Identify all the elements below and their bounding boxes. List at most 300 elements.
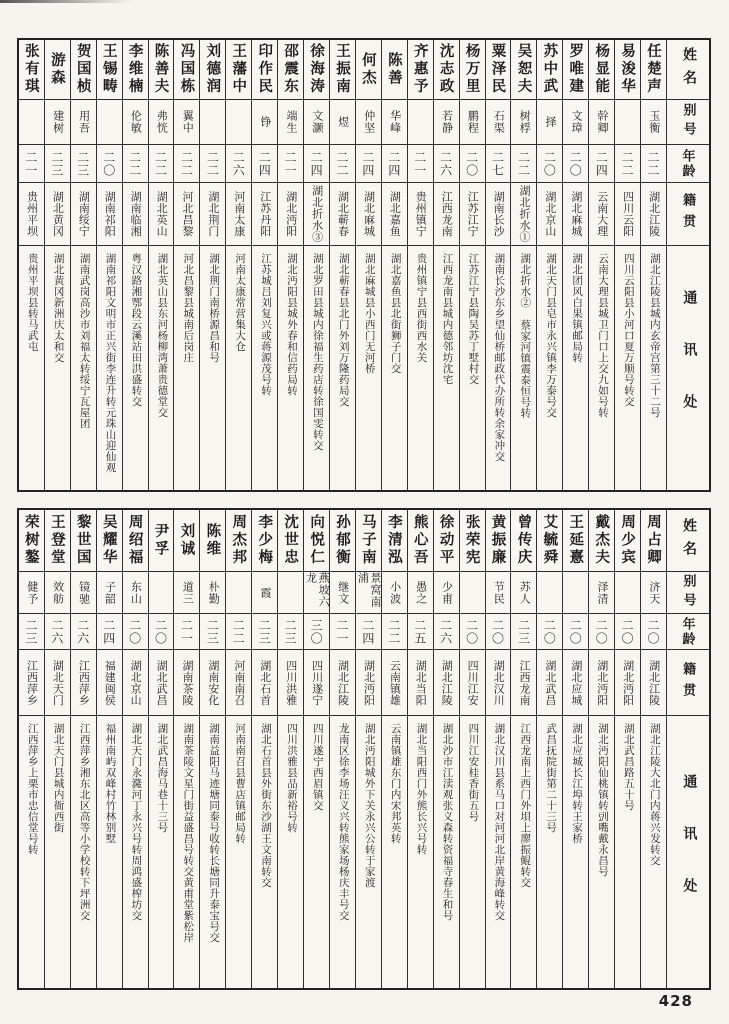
person-name: 贺国桢 xyxy=(71,40,96,100)
person-name: 张荣宪 xyxy=(460,510,485,572)
person-age: 二一 xyxy=(278,145,303,183)
person-alias xyxy=(97,100,122,145)
person-column xyxy=(199,40,225,490)
person-column xyxy=(407,510,433,988)
person-name: 沈志政 xyxy=(434,40,459,100)
person-alias: 煜 xyxy=(330,100,355,145)
header-name: 姓名 xyxy=(667,510,709,572)
person-alias: 霞 xyxy=(252,572,277,614)
person-address: 江西萍乡上栗市忠信堂号转 xyxy=(26,723,38,855)
person-origin: 四川云阳 xyxy=(615,183,640,246)
person-alias: 建树 xyxy=(45,100,70,145)
person-alias: 节民 xyxy=(486,572,511,614)
person-address: 河南南召县曹店镇邮局转 xyxy=(234,723,246,844)
person-address: 江苏城吕刘复兴或蒋源茂号转 xyxy=(260,253,272,396)
person-age: 二六 xyxy=(45,614,70,650)
person-age: 二四 xyxy=(97,614,122,650)
person-address: 云南大理县城卫门口上交九如号转 xyxy=(597,253,608,418)
person-column xyxy=(381,40,407,490)
person-address: 江西龙南上西门外垻上廖振鲲转交 xyxy=(519,723,531,888)
person-column xyxy=(355,40,381,490)
person-column xyxy=(562,40,588,490)
person-alias xyxy=(278,572,303,614)
person-name: 陈善夫 xyxy=(149,40,174,100)
person-age: 二五 xyxy=(408,614,433,650)
person-origin: 湖北沔阳 xyxy=(615,650,640,716)
person-name: 张有琪 xyxy=(19,40,44,100)
person-origin: 贵州平坝 xyxy=(19,183,44,246)
person-address: 河南太康常营集大仓 xyxy=(234,253,246,352)
person-alias: 子韶 xyxy=(97,572,122,614)
person-alias: 文灏 xyxy=(304,100,329,145)
person-origin: 江西龙南 xyxy=(511,650,536,716)
header-origin: 籍贯 xyxy=(667,650,709,716)
person-origin: 四川洪雅 xyxy=(278,650,303,716)
person-age: 二二 xyxy=(382,614,407,650)
person-age: 二〇 xyxy=(537,614,562,650)
person-address: 湖北天门县皂市永兴镇李万泰号交 xyxy=(545,253,557,418)
person-origin: 福建闽侯 xyxy=(97,650,122,716)
header-column xyxy=(666,510,709,988)
person-origin: 湖南长沙 xyxy=(486,183,511,246)
person-column xyxy=(44,510,70,988)
person-name: 任楚声 xyxy=(641,40,666,100)
person-column xyxy=(277,510,303,988)
person-age: 二四 xyxy=(356,145,381,183)
person-age: 二〇 xyxy=(123,614,148,650)
person-name: 粟泽民 xyxy=(486,40,511,100)
person-column xyxy=(510,40,536,490)
person-address: 河北昌黎县城南后岗庄 xyxy=(182,253,194,363)
person-name: 徐动平 xyxy=(434,510,459,572)
person-column xyxy=(70,510,96,988)
person-address: 湖南益阳马迹塘同泰号收转长塘同升泰宝号交 xyxy=(208,723,220,943)
person-name: 王锡畴 xyxy=(97,40,122,100)
person-column xyxy=(433,40,459,490)
person-alias: 朴勤 xyxy=(200,572,225,614)
person-age: 二一 xyxy=(174,614,199,650)
person-name: 刘德润 xyxy=(200,40,225,100)
person-origin: 湖南绥宁 xyxy=(71,183,96,246)
person-origin: 江苏江宁 xyxy=(460,183,485,246)
person-column xyxy=(122,510,148,988)
person-origin: 河南太康 xyxy=(226,183,251,246)
person-column xyxy=(614,510,640,988)
person-origin: 湖北武昌 xyxy=(537,650,562,716)
person-alias: 端生 xyxy=(278,100,303,145)
person-name: 王延憙 xyxy=(563,510,588,572)
person-age: 二三 xyxy=(252,614,277,650)
person-name: 荣树鏊 xyxy=(19,510,44,572)
person-name: 邵震东 xyxy=(278,40,303,100)
person-age: 二四 xyxy=(382,145,407,183)
person-age: 二二 xyxy=(226,614,251,650)
person-alias: 华峰 xyxy=(382,100,407,145)
person-column xyxy=(70,40,96,490)
person-column xyxy=(485,510,511,988)
person-column xyxy=(588,40,614,490)
person-name: 周绍福 xyxy=(123,510,148,572)
person-address: 湖北天门县城内衙西街 xyxy=(52,723,64,833)
person-column xyxy=(640,40,666,490)
person-address: 贵州镇宁县西街西水关 xyxy=(415,253,427,363)
person-alias: 石渠 xyxy=(486,100,511,145)
person-column xyxy=(173,40,199,490)
header-alias: 别号 xyxy=(667,572,709,614)
person-origin: 湖北京山 xyxy=(537,183,562,246)
person-address: 湖北汉川县系马口对河河北岸黄海峰转交 xyxy=(493,723,505,921)
person-age: 二二 xyxy=(149,145,174,183)
person-address: 四川云阳县小河口夏万顺号转交 xyxy=(622,253,634,407)
person-alias: 东山 xyxy=(123,572,148,614)
header-address: 通讯处 xyxy=(681,290,697,446)
person-origin: 湖北武昌 xyxy=(149,650,174,716)
person-age: 二〇 xyxy=(537,145,562,183)
person-column xyxy=(303,40,329,490)
person-address: 湖北武昌海马巷十三号 xyxy=(156,723,168,833)
person-name: 徐海涛 xyxy=(304,40,329,100)
person-address: 龙南区徐李场汪义兴转熊家场杨庆丰号交 xyxy=(337,723,349,921)
person-origin: 湖南茶陵 xyxy=(174,650,199,716)
person-name: 冯国栋 xyxy=(174,40,199,100)
person-alias: 弗恍 xyxy=(149,100,174,145)
person-name: 刘诚 xyxy=(174,510,199,572)
person-name: 李清泓 xyxy=(382,510,407,572)
person-origin: 江苏丹阳 xyxy=(252,183,277,246)
person-alias: 道三 xyxy=(174,572,199,614)
person-name: 马子南 xyxy=(356,510,381,572)
person-name: 黎世国 xyxy=(71,510,96,572)
person-alias: 济天 xyxy=(641,572,666,614)
person-age: 二二 xyxy=(174,145,199,183)
person-alias: 少甫 xyxy=(434,572,459,614)
person-origin: 湖北折水① xyxy=(511,183,536,246)
person-name: 杨万里 xyxy=(460,40,485,100)
person-column xyxy=(614,40,640,490)
person-name: 苏中武 xyxy=(537,40,562,100)
person-age: 二三 xyxy=(511,614,536,650)
person-origin: 河南南召 xyxy=(226,650,251,716)
person-alias: 燕坡六龙 xyxy=(304,572,329,614)
person-address: 湖南长沙东乡望仙桥邮政代办所转余家冲交 xyxy=(493,253,505,462)
person-age: 二〇 xyxy=(460,145,485,183)
person-alias: 景窝南浦 xyxy=(356,572,381,614)
person-name: 印作民 xyxy=(252,40,277,100)
person-address: 湖北江陵大北门内蒋兴发转交 xyxy=(648,723,660,866)
person-origin: 云南镇雄 xyxy=(382,650,407,716)
person-column xyxy=(485,40,511,490)
person-origin: 河北昌黎 xyxy=(174,183,199,246)
person-address: 湖北荆门南桥源昌和号 xyxy=(208,253,220,363)
person-address: 湖北沙市江渎观张义森转资福寺春生和号 xyxy=(441,723,453,921)
person-origin: 湖北英山 xyxy=(149,183,174,246)
person-alias xyxy=(200,100,225,145)
person-name: 曾传庆 xyxy=(511,510,536,572)
person-age: 二〇 xyxy=(563,145,588,183)
person-origin: 江西龙南 xyxy=(434,183,459,246)
person-address: 湖南武岗高沙市刘福太转绥宁瓦屋团 xyxy=(78,253,90,429)
person-address: 湖北英山县东河杨柳湾萧贵德堂交 xyxy=(156,253,168,418)
person-age: 二三 xyxy=(19,614,44,650)
person-alias xyxy=(563,572,588,614)
person-age: 二〇 xyxy=(149,614,174,650)
person-origin: 湖北黄冈 xyxy=(45,183,70,246)
person-column xyxy=(459,40,485,490)
person-alias xyxy=(615,100,640,145)
person-age: 二四 xyxy=(356,614,381,650)
person-age: 二四 xyxy=(252,145,277,183)
person-alias: 翼中 xyxy=(174,100,199,145)
scan-artifact xyxy=(0,0,729,3)
person-alias xyxy=(226,100,251,145)
person-column xyxy=(96,40,122,490)
person-age: 二六 xyxy=(71,614,96,650)
person-alias: 伦敏 xyxy=(123,100,148,145)
person-column xyxy=(225,40,251,490)
person-column xyxy=(225,510,251,988)
person-origin: 湖北蕲春 xyxy=(330,183,355,246)
person-origin: 贵州镇宁 xyxy=(408,183,433,246)
person-origin: 江西萍乡 xyxy=(71,650,96,716)
person-origin: 湖北折水③ xyxy=(304,183,329,246)
person-name: 周少宾 xyxy=(615,510,640,572)
person-alias: 鹏程 xyxy=(460,100,485,145)
person-address: 湖南祁阳文明市正兴街李连升转元珠山迎仙观 xyxy=(104,253,116,473)
person-origin: 湖北江陵 xyxy=(434,650,459,716)
page-number: 428 xyxy=(658,992,693,1010)
person-address: 湖北黄冈新洲庆太和交 xyxy=(52,253,64,363)
person-age: 二三 xyxy=(45,145,70,183)
person-column xyxy=(459,510,485,988)
person-origin: 湖北应城 xyxy=(563,650,588,716)
person-age: 二二 xyxy=(615,145,640,183)
header-name: 姓名 xyxy=(667,40,709,100)
person-column xyxy=(173,510,199,988)
person-name: 李少梅 xyxy=(252,510,277,572)
person-name: 王登堂 xyxy=(45,510,70,572)
person-age: 二〇 xyxy=(97,145,122,183)
person-alias: 铮 xyxy=(252,100,277,145)
person-alias: 树桴 xyxy=(511,100,536,145)
person-alias: 泽清 xyxy=(589,572,614,614)
person-alias xyxy=(19,100,44,145)
person-name: 吴耀华 xyxy=(97,510,122,572)
person-name: 王藩中 xyxy=(226,40,251,100)
person-origin: 湖北天门 xyxy=(45,650,70,716)
person-column xyxy=(148,510,174,988)
person-alias xyxy=(537,572,562,614)
person-origin: 江西萍乡 xyxy=(19,650,44,716)
person-origin: 湖北京山 xyxy=(123,650,148,716)
person-address: 江苏江宁县陶吴苏丁墅村交 xyxy=(467,253,479,385)
person-address: 云南镇雄东门内宋邦英转 xyxy=(389,723,401,844)
person-age: 二〇 xyxy=(589,614,614,650)
person-origin: 湖北沔阳 xyxy=(589,650,614,716)
person-origin: 湖北石首 xyxy=(252,650,277,716)
person-column xyxy=(355,510,381,988)
person-column xyxy=(381,510,407,988)
person-name: 尹孚 xyxy=(149,510,174,572)
person-address: 湖南茶陵文星门街益盛昌号转交黄甫堂紫松岸 xyxy=(182,723,194,943)
person-alias xyxy=(408,100,433,145)
person-origin: 湖北江陵 xyxy=(641,183,666,246)
person-alias: 效舫 xyxy=(45,572,70,614)
person-address: 湖北团风白果镇邮局转 xyxy=(571,253,583,363)
person-name: 陈维 xyxy=(200,510,225,572)
person-column xyxy=(329,510,355,988)
person-origin: 四川江安 xyxy=(460,650,485,716)
person-alias: 文璋 xyxy=(563,100,588,145)
person-origin: 湖南安化 xyxy=(200,650,225,716)
person-alias xyxy=(226,572,251,614)
person-alias: 健予 xyxy=(19,572,44,614)
person-age: 二〇 xyxy=(460,614,485,650)
header-alias: 别号 xyxy=(667,100,709,145)
person-column xyxy=(433,510,459,988)
person-age: 二二 xyxy=(123,145,148,183)
person-name: 黄振廉 xyxy=(486,510,511,572)
person-origin: 湖北当阳 xyxy=(408,650,433,716)
person-origin: 湖北荆门 xyxy=(200,183,225,246)
person-origin: 湖北沔阳 xyxy=(278,183,303,246)
person-age: 三〇 xyxy=(304,614,329,650)
person-address: 湖北麻城县小西门无河桥 xyxy=(363,253,375,374)
person-address: 湖北应城长江埠转王家桥 xyxy=(571,723,583,844)
person-age: 二三 xyxy=(71,145,96,183)
person-origin: 湖北江陵 xyxy=(330,650,355,716)
person-name: 孙郁衡 xyxy=(330,510,355,572)
person-column xyxy=(122,40,148,490)
person-address: 四川江安桂香街五号 xyxy=(467,723,479,822)
person-column xyxy=(44,40,70,490)
person-address: 福州南屿双峰村竹林别墅 xyxy=(104,723,116,844)
person-alias: 镜驰 xyxy=(71,572,96,614)
person-origin: 湖北嘉鱼 xyxy=(382,183,407,246)
person-name: 易浚华 xyxy=(615,40,640,100)
person-alias: 继文 xyxy=(330,572,355,614)
person-name: 何杰 xyxy=(356,40,381,100)
header-age: 年龄 xyxy=(667,145,709,183)
person-age: 二一 xyxy=(19,145,44,183)
person-address: 湖北天门永漋河丁永兴号转周鸿盛榨坊交 xyxy=(130,723,142,921)
person-age: 二〇 xyxy=(615,614,640,650)
person-address: 湖北当阳西门外熊长兴号转 xyxy=(415,723,427,855)
person-alias xyxy=(149,572,174,614)
person-origin: 湖北沔阳 xyxy=(356,650,381,716)
directory-table-top xyxy=(17,38,711,492)
person-address: 粤汉路湘鄂段云溪站田洪盛转交 xyxy=(130,253,142,407)
person-column xyxy=(562,510,588,988)
header-origin: 籍贯 xyxy=(667,183,709,246)
person-name: 陈善 xyxy=(382,40,407,100)
person-name: 周占卿 xyxy=(641,510,666,572)
header-address: 通讯处 xyxy=(681,774,697,930)
person-name: 向悦仁 xyxy=(304,510,329,572)
person-address: 江西萍乡湘东北区高等小学校转下坪洲交 xyxy=(78,723,90,921)
person-address: 湖北沔阳城外下关永兴公转于家渡 xyxy=(363,723,375,888)
person-name: 沈世忠 xyxy=(278,510,303,572)
person-age: 二〇 xyxy=(563,614,588,650)
person-name: 艾毓舜 xyxy=(537,510,562,572)
person-alias: 仲坚 xyxy=(356,100,381,145)
person-address: 湖北石首县外街东沙湖王文南转交 xyxy=(260,723,272,888)
person-address: 江西龙南县城内德邻坊沈宅 xyxy=(441,253,453,385)
person-address: 湖北嘉鱼县北街狮子门交 xyxy=(389,253,401,374)
person-address: 贵州平坝县转马武屯 xyxy=(26,253,38,352)
person-column xyxy=(536,40,562,490)
person-column xyxy=(510,510,536,988)
person-alias: 幹卿 xyxy=(589,100,614,145)
person-alias: 玉衡 xyxy=(641,100,666,145)
person-age: 二二 xyxy=(641,145,666,183)
person-column xyxy=(640,510,666,988)
person-origin: 湖北江陵 xyxy=(641,650,666,716)
person-age: 二〇 xyxy=(486,614,511,650)
person-alias: 愚之 xyxy=(408,572,433,614)
person-name: 杨显能 xyxy=(589,40,614,100)
person-name: 戴杰夫 xyxy=(589,510,614,572)
person-column xyxy=(148,40,174,490)
person-age: 二二 xyxy=(330,145,355,183)
person-origin: 四川遂宁 xyxy=(304,650,329,716)
person-age: 二一 xyxy=(408,145,433,183)
person-name: 齐惠予 xyxy=(408,40,433,100)
person-address: 湖北沔阳仙桃镇转剅嘴戴永昌号 xyxy=(597,723,608,877)
person-age: 二六 xyxy=(434,145,459,183)
person-column xyxy=(199,510,225,988)
person-age: 二六 xyxy=(226,145,251,183)
person-address: 湖北折水② 蔡家河镇震泰恒号转 xyxy=(519,253,531,419)
person-name: 罗唯建 xyxy=(563,40,588,100)
person-age: 二四 xyxy=(304,145,329,183)
header-age: 年龄 xyxy=(667,614,709,650)
person-address: 湖北武昌路五十号 xyxy=(622,723,634,811)
person-age: 二七 xyxy=(486,145,511,183)
person-address: 四川洪雅县品新裕号转 xyxy=(285,723,297,833)
person-address: 湖北蕲春县北门外刘万隆药局交 xyxy=(337,253,349,407)
person-column xyxy=(277,40,303,490)
person-age: 二三 xyxy=(200,614,225,650)
person-age: 二〇 xyxy=(641,614,666,650)
person-origin: 湖北麻城 xyxy=(563,183,588,246)
person-name: 游森 xyxy=(45,40,70,100)
person-alias: 择 xyxy=(537,100,562,145)
person-column xyxy=(536,510,562,988)
person-name: 王振南 xyxy=(330,40,355,100)
person-column xyxy=(19,40,44,490)
person-address: 四川遂宁西眉镇交 xyxy=(311,723,323,811)
person-column xyxy=(251,40,277,490)
person-address: 武昌抚院街第二十三号 xyxy=(545,723,557,833)
person-origin: 湖南祁阳 xyxy=(97,183,122,246)
person-column xyxy=(251,510,277,988)
person-alias: 用吾 xyxy=(71,100,96,145)
person-origin: 湖北汉川 xyxy=(486,650,511,716)
person-column xyxy=(588,510,614,988)
person-age: 二三 xyxy=(278,614,303,650)
person-column xyxy=(329,40,355,490)
person-address: 湖北江陵县城内玄帝宫第三十二号 xyxy=(648,253,660,418)
person-name: 周杰邦 xyxy=(226,510,251,572)
person-column xyxy=(96,510,122,988)
person-address: 湖北沔阳县城外春和信药局转 xyxy=(285,253,297,396)
person-age: 二二 xyxy=(200,145,225,183)
person-name: 李维楠 xyxy=(123,40,148,100)
person-column xyxy=(407,40,433,490)
person-alias: 小波 xyxy=(382,572,407,614)
person-name: 吴恕夫 xyxy=(511,40,536,100)
person-alias: 苏人 xyxy=(511,572,536,614)
